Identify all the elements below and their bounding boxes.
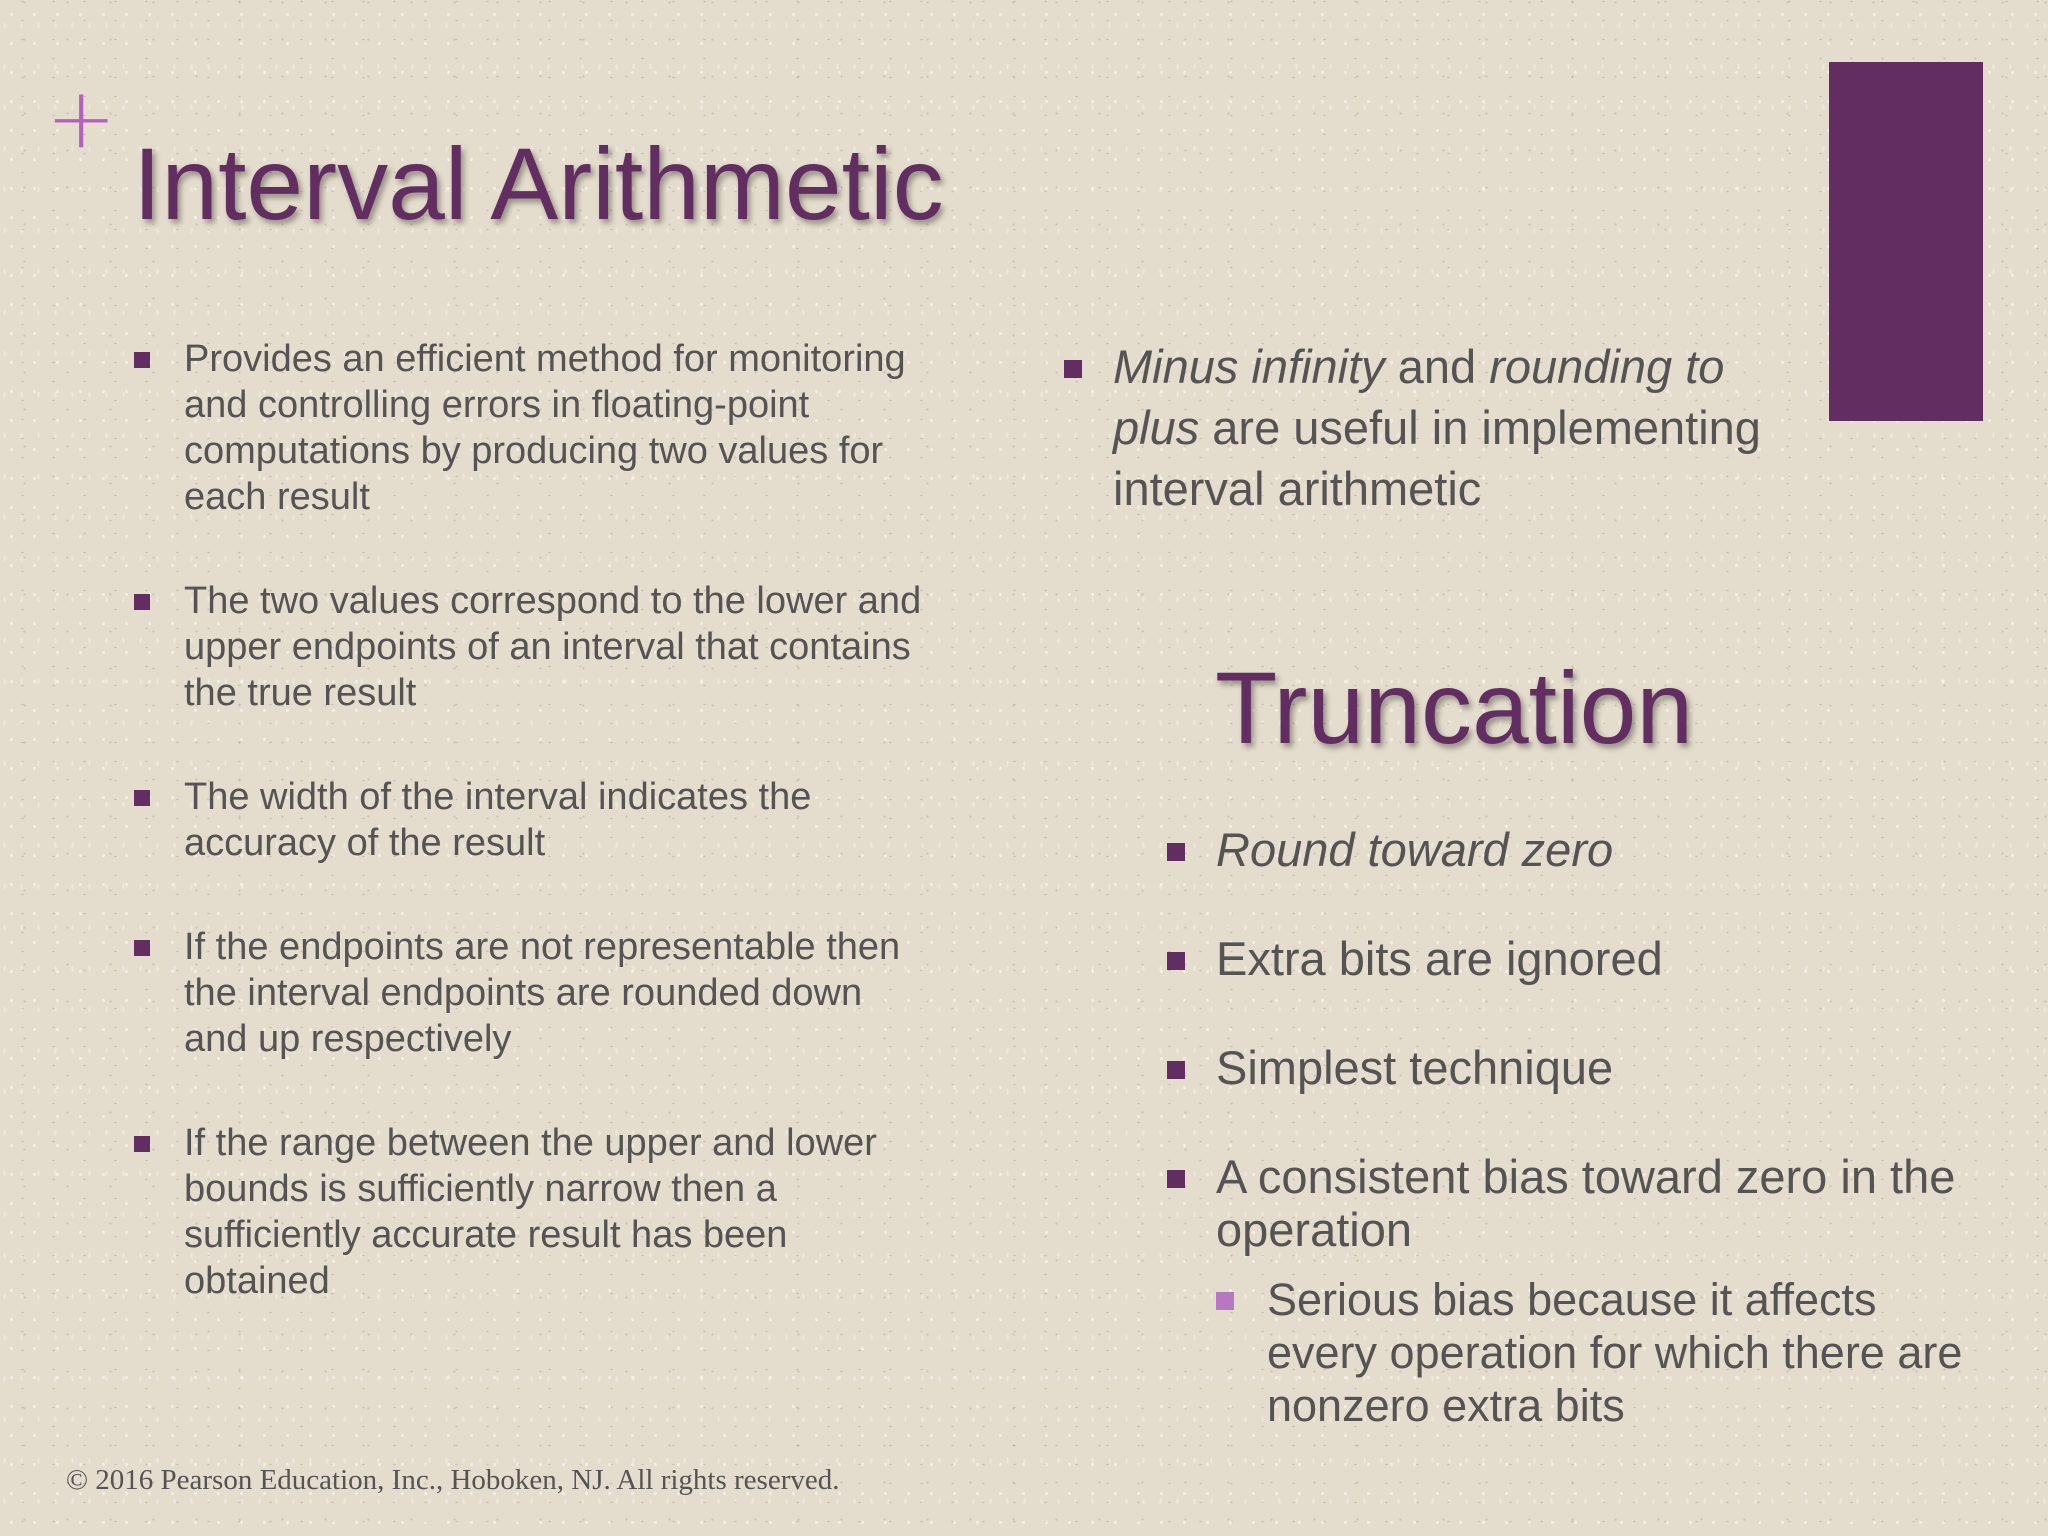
bullet-text: A consistent bias toward zero in the operation	[1216, 1150, 1956, 1256]
sub-list-item	[1216, 1273, 1967, 1432]
slide-title: Interval Arithmetic	[133, 127, 944, 241]
bullet-text: and	[1384, 340, 1490, 393]
bullet-text: If the endpoints are not representable then the interval endpoints are rounded down and up respectively	[184, 926, 901, 1060]
square-bullet-icon	[1167, 1061, 1185, 1079]
square-bullet-icon	[134, 1136, 150, 1152]
list-item	[1064, 336, 1764, 519]
interval-bullet-list	[134, 336, 934, 1362]
square-bullet-icon	[134, 940, 150, 956]
sub-bullet-list	[1216, 1273, 1967, 1432]
square-bullet-icon	[134, 352, 150, 368]
copyright-footer: © 2016 Pearson Education, Inc., Hoboken, NJ. All rights reserved.	[66, 1464, 840, 1496]
bullet-text: The width of the interval indicates the accuracy of the result	[184, 776, 812, 864]
emphasis-minus-infinity: Minus infinity	[1113, 340, 1385, 393]
bullet-text: Provides an efficient method for monitoring and controlling errors in floating-point computations by producing two values for each result	[184, 338, 906, 518]
bullet-text: Extra bits are ignored	[1216, 932, 1663, 985]
square-bullet-icon	[1167, 952, 1185, 970]
square-bullet-icon	[1167, 843, 1185, 861]
list-item	[134, 578, 934, 716]
list-item	[1167, 1150, 1967, 1432]
section-heading-truncation: Truncation	[1215, 651, 1694, 765]
list-item	[1167, 932, 1967, 985]
bullet-text: are useful in implementing interval arithmetic	[1113, 401, 1761, 515]
list-item	[134, 336, 934, 520]
square-bullet-icon	[134, 790, 150, 806]
bullet-text: If the range between the upper and lower bounds is sufficiently narrow then a sufficiently accurate result has been obtained	[184, 1122, 877, 1302]
list-item	[1167, 823, 1967, 876]
accent-bar	[1829, 62, 1983, 421]
plus-mark-icon: +	[46, 69, 117, 167]
square-sub-bullet-icon	[1216, 1292, 1234, 1310]
sub-bullet-text: Serious bias because it affects every operation for which there are nonzero extra bits	[1267, 1274, 1963, 1431]
list-item	[1167, 1041, 1967, 1094]
bullet-text: Simplest technique	[1216, 1041, 1614, 1094]
list-item	[134, 1120, 934, 1304]
square-bullet-icon	[1167, 1170, 1185, 1188]
emphasis-rounding-to-plus: rounding to plus	[1113, 340, 1725, 454]
square-bullet-icon	[1064, 360, 1082, 378]
list-item	[134, 924, 934, 1062]
truncation-bullet-list	[1167, 823, 1967, 1432]
list-item	[134, 774, 934, 866]
square-bullet-icon	[134, 594, 150, 610]
rounding-bullet-list	[1064, 336, 1764, 519]
bullet-text: Round toward zero	[1216, 823, 1614, 876]
bullet-text: The two values correspond to the lower and upper endpoints of an interval that contains the true result	[184, 580, 922, 714]
